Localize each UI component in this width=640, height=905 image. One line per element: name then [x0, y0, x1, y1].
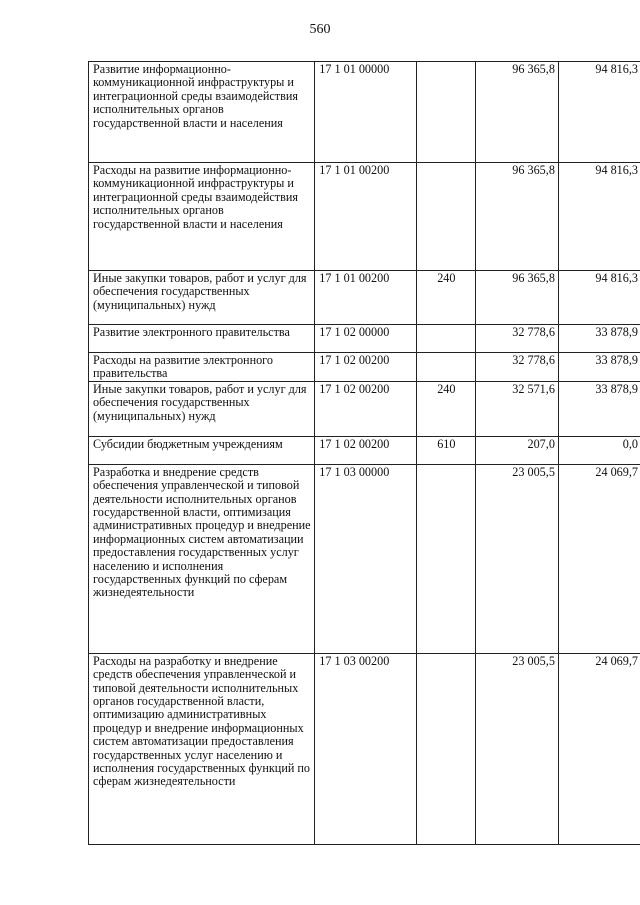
table-row: [89, 62, 640, 163]
expense-type: [416, 464, 475, 653]
amount-year-1: 96 365,8: [475, 62, 558, 163]
amount-year-2: 33 878,9: [558, 381, 640, 436]
expense-type: 610: [416, 436, 475, 464]
target-code: 17 1 01 00200: [315, 271, 417, 325]
amount-year-1: 32 778,6: [475, 353, 558, 382]
amount-year-1: 32 778,6: [475, 325, 558, 353]
item-name: Развитие электронного правительства: [89, 325, 315, 353]
amount-year-2: 24 069,7: [558, 464, 640, 653]
target-code: 17 1 01 00200: [315, 163, 417, 271]
target-code: 17 1 01 00000: [315, 62, 417, 163]
amount-year-2: 94 816,3: [558, 163, 640, 271]
target-code: 17 1 02 00200: [315, 436, 417, 464]
item-name: Расходы на развитие информационно-коммуникационной инфраструктуры и интеграционной среды взаимодействия исполнительных органов государственной власти и населения: [89, 163, 315, 271]
target-code: 17 1 02 00000: [315, 325, 417, 353]
table-row: [89, 464, 640, 653]
table-row: [89, 353, 640, 382]
item-name: Разработка и внедрение средств обеспечения управленческой и типовой деятельности исполнительных органов государственной власти, оптимизация административных процедур и внедрение информационных систем автоматизации предоставления государственных услуг населению и исполнения государственных функций по сферам жизнедеятельности: [89, 464, 315, 653]
table-row: [89, 653, 640, 844]
budget-table: [88, 61, 640, 845]
amount-year-2: 33 878,9: [558, 353, 640, 382]
expense-type: [416, 325, 475, 353]
page-number: 560: [309, 22, 331, 37]
amount-year-1: 207,0: [475, 436, 558, 464]
expense-type: [416, 163, 475, 271]
amount-year-1: 32 571,6: [475, 381, 558, 436]
item-name: Развитие информационно-коммуникационной инфраструктуры и интеграционной среды взаимодействия исполнительных органов государственной власти и населения: [89, 62, 315, 163]
amount-year-2: 94 816,3: [558, 62, 640, 163]
amount-year-2: 94 816,3: [558, 271, 640, 325]
amount-year-2: 0,0: [558, 436, 640, 464]
expense-type: 240: [416, 381, 475, 436]
item-name: Иные закупки товаров, работ и услуг для обеспечения государственных (муниципальных) нужд: [89, 381, 315, 436]
amount-year-2: 33 878,9: [558, 325, 640, 353]
table-row: [89, 325, 640, 353]
target-code: 17 1 02 00200: [315, 381, 417, 436]
amount-year-1: 23 005,5: [475, 464, 558, 653]
table-row: [89, 163, 640, 271]
item-name: Иные закупки товаров, работ и услуг для обеспечения государственных (муниципальных) нужд: [89, 271, 315, 325]
item-name: Субсидии бюджетным учреждениям: [89, 436, 315, 464]
target-code: 17 1 02 00200: [315, 353, 417, 382]
table-row: [89, 271, 640, 325]
expense-type: 240: [416, 271, 475, 325]
expense-type: [416, 62, 475, 163]
expense-type: [416, 353, 475, 382]
amount-year-1: 96 365,8: [475, 163, 558, 271]
expense-type: [416, 653, 475, 844]
item-name: Расходы на развитие электронного правительства: [89, 353, 315, 382]
target-code: 17 1 03 00200: [315, 653, 417, 844]
item-name: Расходы на разработку и внедрение средств обеспечения управленческой и типовой деятельности исполнительных органов государственной власти, оптимизацию административных процедур и внедрение информационных систем автоматизации предоставления государственных услуг населению и исполнения государственных функций по сферам жизнедеятельности: [89, 653, 315, 844]
table-row: [89, 381, 640, 436]
amount-year-1: 23 005,5: [475, 653, 558, 844]
target-code: 17 1 03 00000: [315, 464, 417, 653]
amount-year-2: 24 069,7: [558, 653, 640, 844]
table-row: [89, 436, 640, 464]
amount-year-1: 96 365,8: [475, 271, 558, 325]
